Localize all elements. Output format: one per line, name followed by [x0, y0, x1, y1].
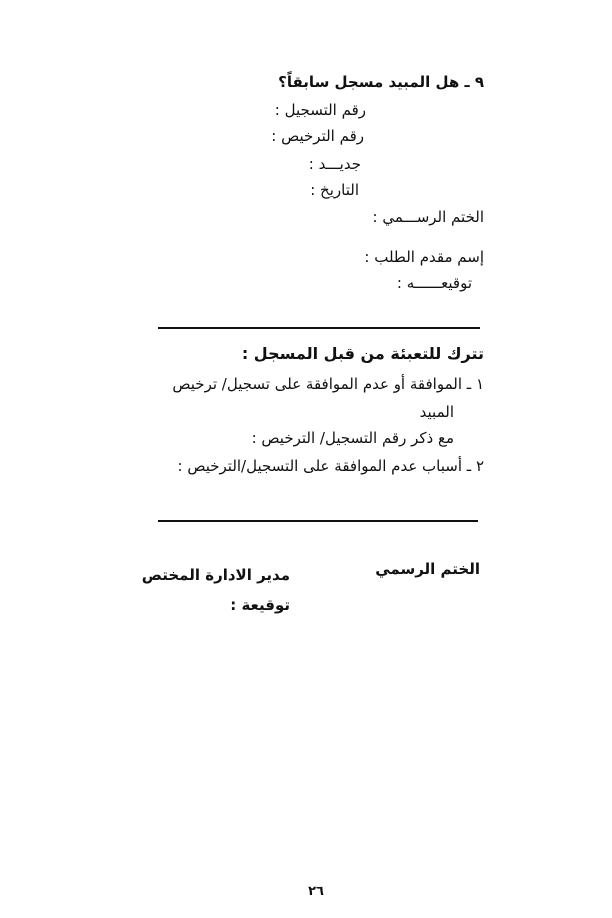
- director-signature-label: توقيعة :: [230, 596, 290, 614]
- director-label: مدير الادارة المختص: [141, 566, 290, 584]
- official-stamp-footer: الختم الرسمي: [375, 560, 480, 578]
- rejection-reasons-item: ٢ ـ أسباب عدم الموافقة على التسجيل/الترخيص :: [177, 457, 484, 475]
- divider-1: [158, 327, 480, 329]
- registration-number-label: رقم التسجيل :: [274, 101, 366, 119]
- date-label: التاريخ :: [310, 181, 359, 199]
- applicant-name-label: إسم مقدم الطلب :: [364, 248, 484, 266]
- new-label: جديـــد :: [308, 155, 361, 173]
- applicant-signature-label: توقيعــــــه :: [396, 274, 472, 292]
- approval-item-line-3: مع ذكر رقم التسجيل/ الترخيص :: [251, 429, 454, 447]
- approval-item-line-2: المبيد: [419, 403, 454, 421]
- registrar-section-heading: تترك للتعبئة من قبل المسجل :: [241, 344, 484, 363]
- page-number: ٢٦: [308, 884, 324, 899]
- divider-2: [158, 520, 478, 522]
- question-9: ٩ ـ هل المبيد مسجل سابقاً؟: [278, 73, 484, 91]
- official-stamp-label: الختم الرســـمي :: [372, 208, 484, 226]
- approval-item-line-1: ١ ـ الموافقة أو عدم الموافقة على تسجيل/ ترخيص: [172, 375, 484, 393]
- license-number-label: رقم الترخيص :: [271, 127, 364, 145]
